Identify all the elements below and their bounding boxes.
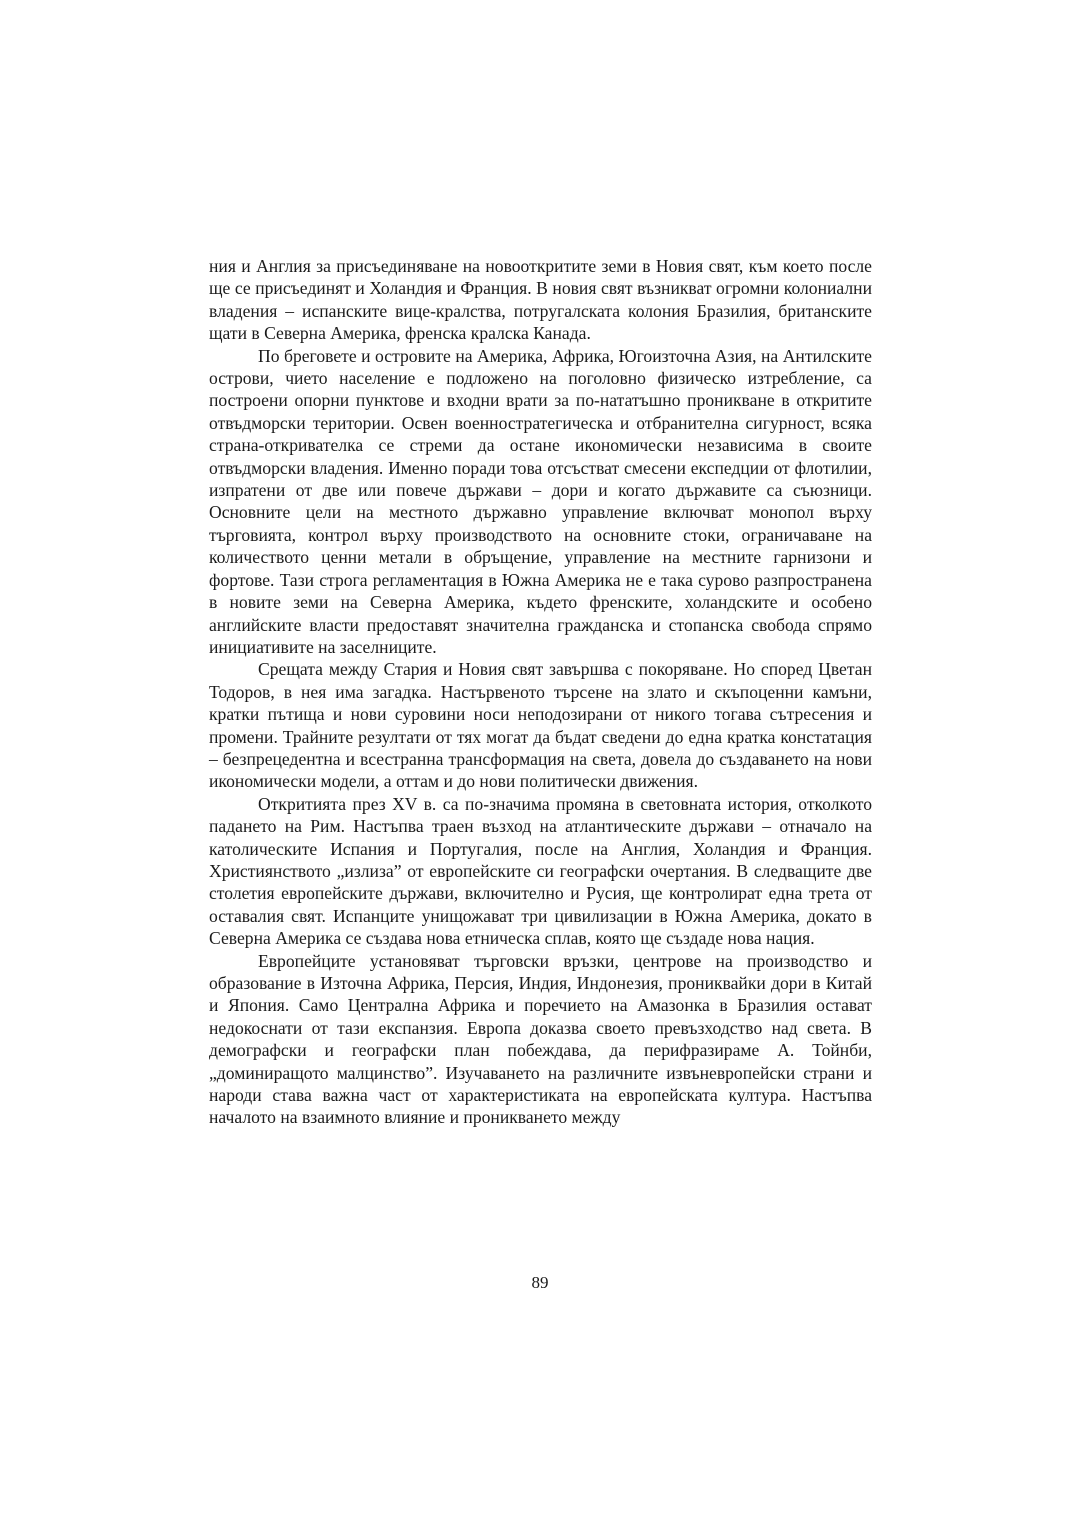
paragraph-4: Откритията през XV в. са по-значима промяна в световната история, отколкото падането на Рим. Настъпва траен възход на атлантическите държави – отначало на католическите Испания и Португалия, после на Англия, Холандия и Франция. Християнството „излиза” от европейските си географски очертания. В следващите две столетия европейските държави, включително и Русия, ще контролират една трета от оставалия свят. Испанците унищожават три цивилизации в Южна Америка, докато в Северна Америка се създава нова етническа сплав, която ще създаде нова нация.	[209, 793, 872, 949]
text-block	[209, 255, 872, 1129]
paragraph-2: По бреговете и островите на Америка, Африка, Югоизточна Азия, на Антилските острови, чието население е подложено на поголовно физическо изтребление, са построени опорни пунктове и входни врати за по-нататъшно проникване в откритите отвъдморски територии. Освен военностратегическа и отбранителна сигурност, всяка страна-откривателка се стреми да остане икономически независима в своите отвъдморски владения. Именно поради това отсъстват смесени експедции от флотилии, изпратени от две или повече държави – дори и когато държавите са съюзници. Основните цели на местното държавно управление включват монопол върху търговията, контрол върху производството на основните стоки, ограничаване на количеството ценни метали в обръщение, управление на местните гарнизони и фортове. Тази строга регламентация в Южна Америка не е така сурово разпространена в новите земи на Северна Америка, където френските, холандските и особено английските власти предоставят значителна гражданска и стопанска свобода спрямо инициативите на заселниците.	[209, 345, 872, 657]
page-number: 89	[531, 1273, 549, 1292]
paragraph-1: ния и Англия за присъединяване на новооткритите земи в Новия свят, към което после ще се присъединят и Холандия и Франция. В новия свят възникват огромни колониални владения – испанските вице-кралства, потругалската колония Бразилия, британските щати в Северна Америка, френска кралска Канада.	[209, 256, 872, 344]
page-body	[209, 255, 872, 1129]
paragraph-3: Срещата между Стария и Новия свят завършва с покоряване. Но според Цветан Тодоров, в нея има загадка. Настървеното търсене на злато и скъпоценни камъни, кратки пътища и нови суровини носи неподозирани от никого тогава сътресения и промени. Трайните резултати от тях могат да бъдат сведени до една кратка констатация – безпрецедентна и всестранна трансформация на света, довела до създаването на нови икономически модели, а оттам и до нови политически движения.	[209, 659, 872, 792]
paragraph-5: Европейците установяват търговски връзки, центрове на производство и образование в Източна Африка, Персия, Индия, Индонезия, прониквайки дори в Китай и Япония. Само Централна Африка и поречието на Амазонка в Бразилия остават недокоснати от тази експанзия. Европа доказва своето превъзходство над света. В демографски и географски план побеждава, да перифразираме А. Тойнби, „доминиращото малцинство”. Изучаването на различните извъневропейски страни и народи става важна част от характеристиката на европейската култура. Настъпва началото на взаимното влияние и проникването между	[209, 950, 872, 1128]
